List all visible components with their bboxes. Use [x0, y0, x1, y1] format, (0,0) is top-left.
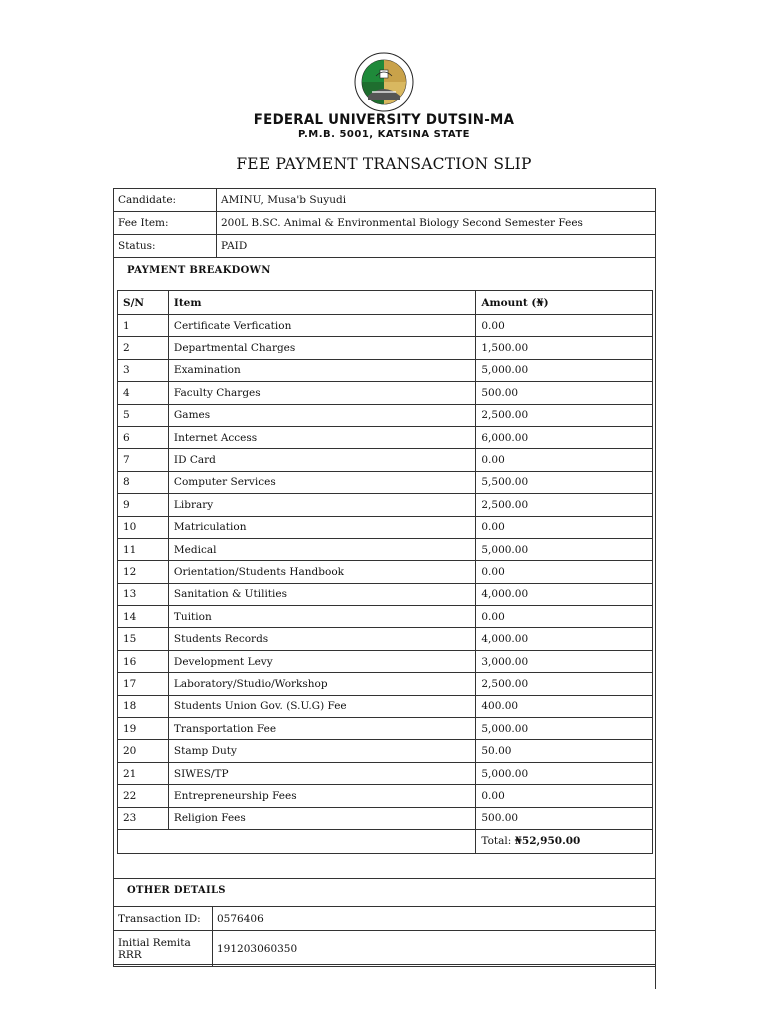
row-amount-cell: 0.00	[476, 785, 653, 807]
row-sn-cell: 6	[118, 426, 169, 448]
row-sn-cell: 23	[118, 807, 169, 829]
row-sn-cell: 20	[118, 740, 169, 762]
table-row	[118, 471, 653, 493]
transaction-id-value: 0576406	[213, 907, 656, 931]
row-sn-cell: 14	[118, 606, 169, 628]
row-item-cell: Internet Access	[168, 426, 475, 448]
table-row	[118, 561, 653, 583]
row-item-cell: Departmental Charges	[168, 337, 475, 359]
breakdown-header-row	[118, 291, 653, 315]
table-row	[118, 516, 653, 538]
row-amount-cell: 2,500.00	[476, 494, 653, 516]
table-row	[118, 583, 653, 605]
row-amount-cell: 50.00	[476, 740, 653, 762]
other-row-transaction-id	[114, 907, 656, 931]
row-item-cell: Games	[168, 404, 475, 426]
candidate-label: Candidate:	[114, 189, 217, 212]
total-row	[118, 829, 653, 853]
column-header-sn: S/N	[118, 291, 169, 315]
row-sn-cell: 13	[118, 583, 169, 605]
row-sn-cell: 5	[118, 404, 169, 426]
fee-item-value: 200L B.SC. Animal & Environmental Biology Second Semester Fees	[217, 212, 656, 235]
other-details-table	[113, 906, 656, 967]
row-amount-cell: 400.00	[476, 695, 653, 717]
row-sn-cell: 1	[118, 315, 169, 337]
row-sn-cell: 19	[118, 718, 169, 740]
table-row	[118, 762, 653, 784]
row-item-cell: Computer Services	[168, 471, 475, 493]
payment-breakdown-table	[117, 290, 653, 854]
row-item-cell: Examination	[168, 359, 475, 381]
table-row	[118, 650, 653, 672]
table-row	[118, 494, 653, 516]
row-item-cell: Transportation Fee	[168, 718, 475, 740]
info-row-fee-item	[114, 212, 656, 235]
row-item-cell: Faculty Charges	[168, 382, 475, 404]
row-amount-cell: 500.00	[476, 382, 653, 404]
rrr-label: Initial Remita RRR	[114, 931, 213, 967]
row-amount-cell: 0.00	[476, 606, 653, 628]
row-amount-cell: 2,500.00	[476, 673, 653, 695]
university-name: FEDERAL UNIVERSITY DUTSIN-MA	[253, 112, 515, 128]
row-amount-cell: 4,000.00	[476, 628, 653, 650]
other-details-heading: OTHER DETAILS	[127, 885, 226, 896]
row-amount-cell: 4,000.00	[476, 583, 653, 605]
other-row-rrr	[114, 931, 656, 967]
row-item-cell: Entrepreneurship Fees	[168, 785, 475, 807]
row-item-cell: Certificate Verfication	[168, 315, 475, 337]
row-sn-cell: 9	[118, 494, 169, 516]
row-amount-cell: 5,000.00	[476, 359, 653, 381]
row-item-cell: Laboratory/Studio/Workshop	[168, 673, 475, 695]
candidate-info-table	[113, 188, 656, 258]
row-item-cell: ID Card	[168, 449, 475, 471]
table-row	[118, 315, 653, 337]
row-sn-cell: 22	[118, 785, 169, 807]
row-amount-cell: 0.00	[476, 561, 653, 583]
row-amount-cell: 500.00	[476, 807, 653, 829]
table-row	[118, 628, 653, 650]
total-cell	[476, 829, 653, 853]
row-amount-cell: 2,500.00	[476, 404, 653, 426]
table-row	[118, 673, 653, 695]
total-value: ₦52,950.00	[514, 835, 581, 848]
row-sn-cell: 10	[118, 516, 169, 538]
row-sn-cell: 3	[118, 359, 169, 381]
row-sn-cell: 8	[118, 471, 169, 493]
row-sn-cell: 15	[118, 628, 169, 650]
table-row	[118, 785, 653, 807]
row-amount-cell: 3,000.00	[476, 650, 653, 672]
row-item-cell: Stamp Duty	[168, 740, 475, 762]
row-amount-cell: 1,500.00	[476, 337, 653, 359]
table-row	[118, 359, 653, 381]
row-item-cell: Medical	[168, 538, 475, 560]
candidate-value: AMINU, Musa'b Suyudi	[217, 189, 656, 212]
row-sn-cell: 4	[118, 382, 169, 404]
total-spacer-cell	[118, 829, 476, 853]
frame-tail-line	[655, 965, 656, 989]
row-amount-cell: 0.00	[476, 315, 653, 337]
row-item-cell: Matriculation	[168, 516, 475, 538]
table-row	[118, 404, 653, 426]
row-sn-cell: 2	[118, 337, 169, 359]
info-row-candidate	[114, 189, 656, 212]
row-sn-cell: 12	[118, 561, 169, 583]
section-divider	[113, 878, 656, 879]
row-amount-cell: 5,000.00	[476, 718, 653, 740]
column-header-amount: Amount (₦)	[476, 291, 653, 315]
column-header-item: Item	[168, 291, 475, 315]
row-sn-cell: 16	[118, 650, 169, 672]
transaction-id-label: Transaction ID:	[114, 907, 213, 931]
row-amount-cell: 0.00	[476, 516, 653, 538]
row-sn-cell: 18	[118, 695, 169, 717]
row-item-cell: Religion Fees	[168, 807, 475, 829]
row-item-cell: Development Levy	[168, 650, 475, 672]
table-row	[118, 337, 653, 359]
page-title: FEE PAYMENT TRANSACTION SLIP	[236, 155, 532, 173]
table-row	[118, 807, 653, 829]
row-item-cell: Orientation/Students Handbook	[168, 561, 475, 583]
status-label: Status:	[114, 235, 217, 258]
row-item-cell: Tuition	[168, 606, 475, 628]
row-amount-cell: 0.00	[476, 449, 653, 471]
total-label: Total:	[481, 835, 512, 848]
table-row	[118, 449, 653, 471]
row-sn-cell: 21	[118, 762, 169, 784]
row-item-cell: Students Union Gov. (S.U.G) Fee	[168, 695, 475, 717]
table-row	[118, 718, 653, 740]
row-sn-cell: 7	[118, 449, 169, 471]
table-row	[118, 606, 653, 628]
table-row	[118, 382, 653, 404]
status-value: PAID	[217, 235, 656, 258]
row-amount-cell: 6,000.00	[476, 426, 653, 448]
payment-breakdown-heading: PAYMENT BREAKDOWN	[127, 265, 271, 276]
row-item-cell: Students Records	[168, 628, 475, 650]
row-item-cell: Library	[168, 494, 475, 516]
row-sn-cell: 11	[118, 538, 169, 560]
fee-item-label: Fee Item:	[114, 212, 217, 235]
table-row	[118, 426, 653, 448]
table-row	[118, 538, 653, 560]
info-row-status	[114, 235, 656, 258]
row-amount-cell: 5,000.00	[476, 538, 653, 560]
table-row	[118, 695, 653, 717]
row-amount-cell: 5,500.00	[476, 471, 653, 493]
rrr-value: 191203060350	[213, 931, 656, 967]
university-crest-icon	[354, 52, 414, 112]
row-sn-cell: 17	[118, 673, 169, 695]
table-row	[118, 740, 653, 762]
row-item-cell: SIWES/TP	[168, 762, 475, 784]
row-item-cell: Sanitation & Utilities	[168, 583, 475, 605]
university-address: P.M.B. 5001, KATSINA STATE	[298, 129, 470, 140]
row-amount-cell: 5,000.00	[476, 762, 653, 784]
